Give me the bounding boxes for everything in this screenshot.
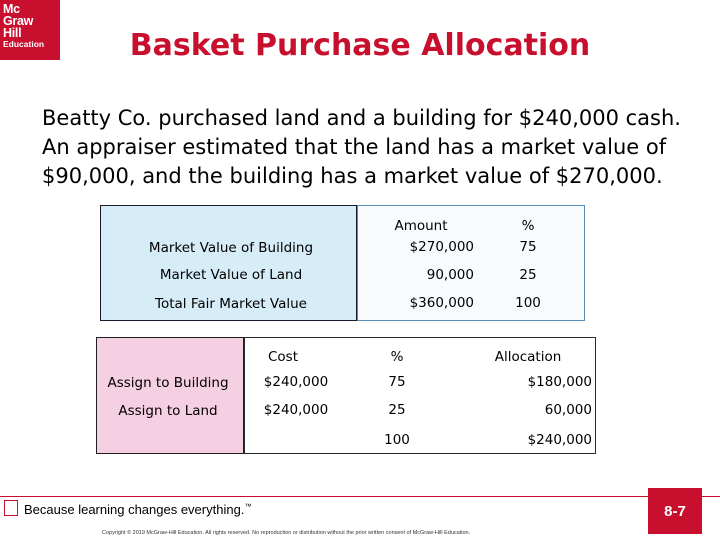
row-label: Market Value of Building [148, 240, 314, 256]
logo-word: Hill [3, 26, 22, 40]
amount-header: Amount [394, 218, 448, 234]
tagline-text: Because learning changes everything. [24, 502, 245, 517]
row-allocation: 60,000 [544, 402, 592, 418]
percent-header: % [390, 349, 404, 365]
row-percent: 75 [519, 239, 537, 255]
row-label: Market Value of Land [159, 267, 303, 283]
row-cost: $240,000 [263, 374, 329, 390]
slide-title: Basket Purchase Allocation [129, 28, 591, 63]
row-cost: $240,000 [263, 402, 329, 418]
assignment-labels-box [96, 337, 244, 454]
cost-header: Cost [267, 349, 299, 365]
row-percent: 100 [515, 295, 541, 311]
row-percent: 25 [388, 402, 406, 418]
logo-word: Mc [3, 2, 20, 16]
row-amount: $360,000 [409, 295, 474, 311]
logo-word: Graw [3, 14, 34, 28]
percent-header: % [521, 218, 535, 234]
copyright-notice: Copyright © 2019 McGraw-Hill Education. All rights reserved. No reproduction or distribution without the prior written consent of McGraw-Hill Education. [102, 530, 471, 536]
footer-divider [0, 496, 720, 497]
row-percent: 100 [384, 432, 410, 448]
logo-word: Education [3, 39, 45, 49]
footer-tagline [6, 502, 251, 517]
trademark-symbol: ™ [244, 503, 252, 511]
row-allocation: $240,000 [527, 432, 592, 448]
problem-paragraph: Beatty Co. purchased land and a building for $240,000 cash. An appraiser estimated that the land has a market value of $90,000, and the building has a market value of $270,000. [42, 106, 681, 188]
row-label: Assign to Building [107, 375, 229, 391]
row-amount: $270,000 [409, 239, 474, 255]
row-allocation: $180,000 [527, 374, 592, 390]
row-label: Assign to Land [118, 403, 218, 419]
row-percent: 25 [519, 267, 537, 283]
allocation-header: Allocation [494, 349, 562, 365]
slide-number: 8-7 [648, 488, 702, 534]
row-percent: 75 [388, 374, 406, 390]
row-label: Total Fair Market Value [155, 296, 307, 312]
row-amount: 90,000 [426, 267, 474, 283]
